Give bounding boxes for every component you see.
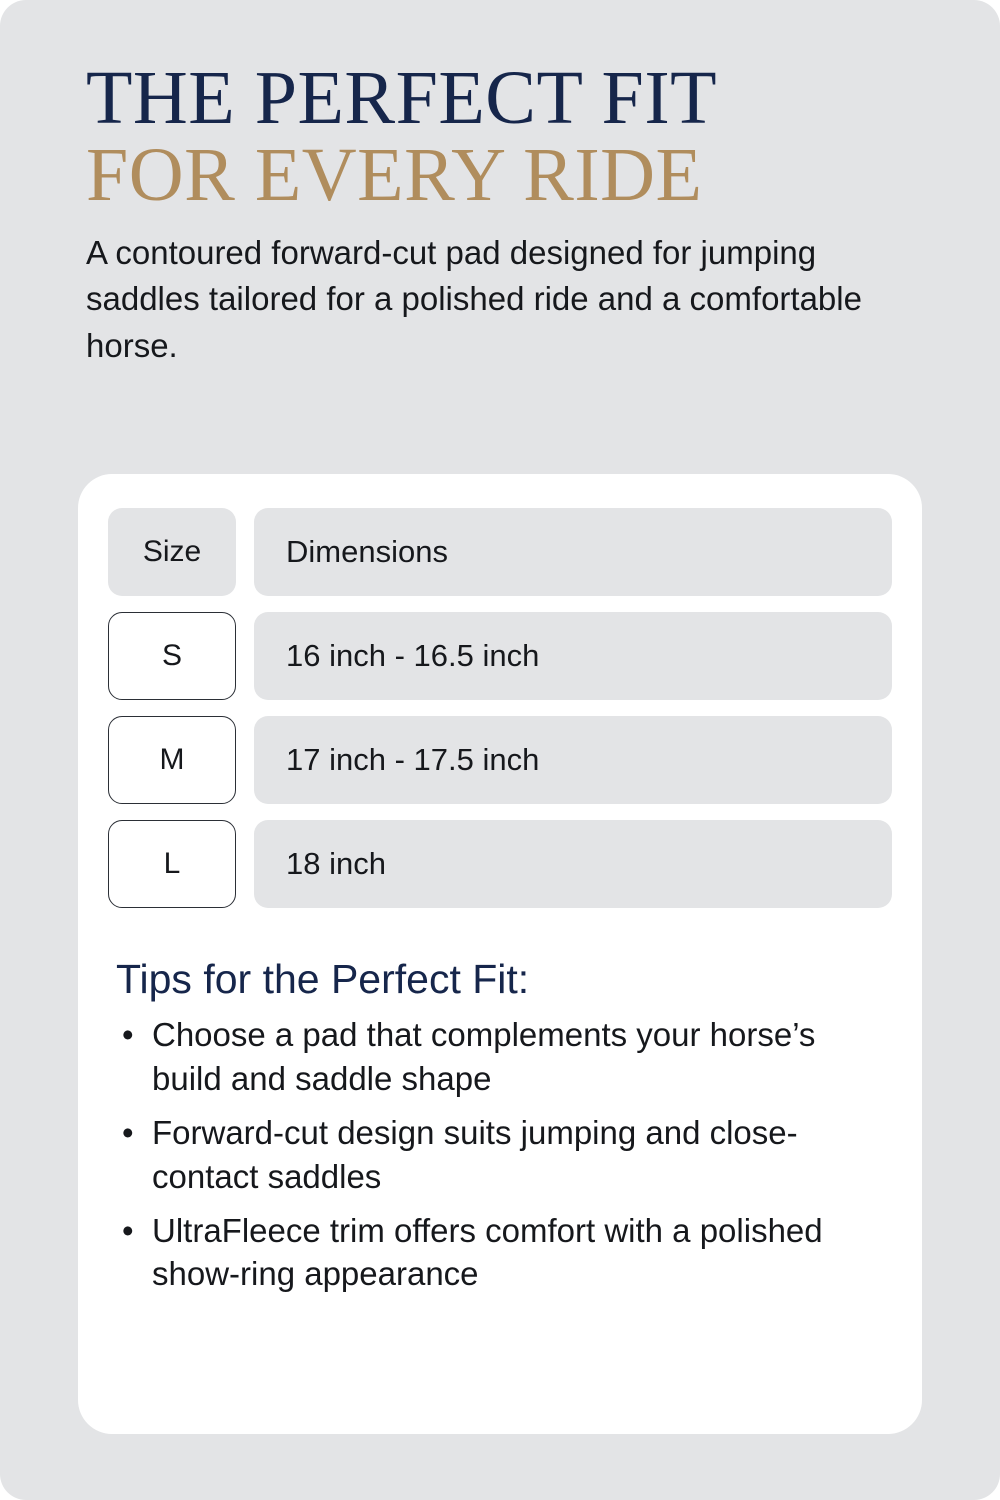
list-item <box>116 1013 892 1101</box>
tips-title: Tips for the Perfect Fit: <box>116 956 530 1002</box>
page-subtitle: FOR EVERY RIDE <box>86 133 703 218</box>
bullet-icon: • <box>122 1016 134 1053</box>
column-header-size: Size <box>108 508 236 596</box>
size-value: M <box>108 716 236 804</box>
size-guide-card <box>78 474 922 1434</box>
intro-paragraph: A contoured forward-cut pad designed for jumping saddles tailored for a polished ride and a comfortable horse. <box>86 234 862 364</box>
dimensions-value: 18 inch <box>254 820 892 908</box>
header <box>0 0 1000 369</box>
dimensions-value: 17 inch - 17.5 inch <box>254 716 892 804</box>
list-item-label: Choose a pad that complements your horse’s build and saddle shape <box>152 1016 816 1097</box>
table-row <box>108 716 892 804</box>
size-table <box>108 508 892 908</box>
tips-section <box>108 956 892 1296</box>
bullet-icon: • <box>122 1113 134 1151</box>
table-row <box>108 612 892 700</box>
tips-list <box>116 1013 892 1296</box>
size-value: S <box>108 612 236 700</box>
column-header-dimensions: Dimensions <box>254 508 892 596</box>
list-item <box>116 1209 892 1297</box>
bullet-icon: • <box>122 1211 134 1249</box>
page-title: THE PERFECT FIT <box>86 56 718 140</box>
list-item <box>116 1111 892 1199</box>
table-row <box>108 820 892 908</box>
table-header-row <box>108 508 892 596</box>
dimensions-value: 16 inch - 16.5 inch <box>254 612 892 700</box>
list-item-label: Forward-cut design suits jumping and close-contact saddles <box>152 1113 798 1195</box>
size-value: L <box>108 820 236 908</box>
list-item-label: UltraFleece trim offers comfort with a polished show-ring appearance <box>152 1211 823 1293</box>
